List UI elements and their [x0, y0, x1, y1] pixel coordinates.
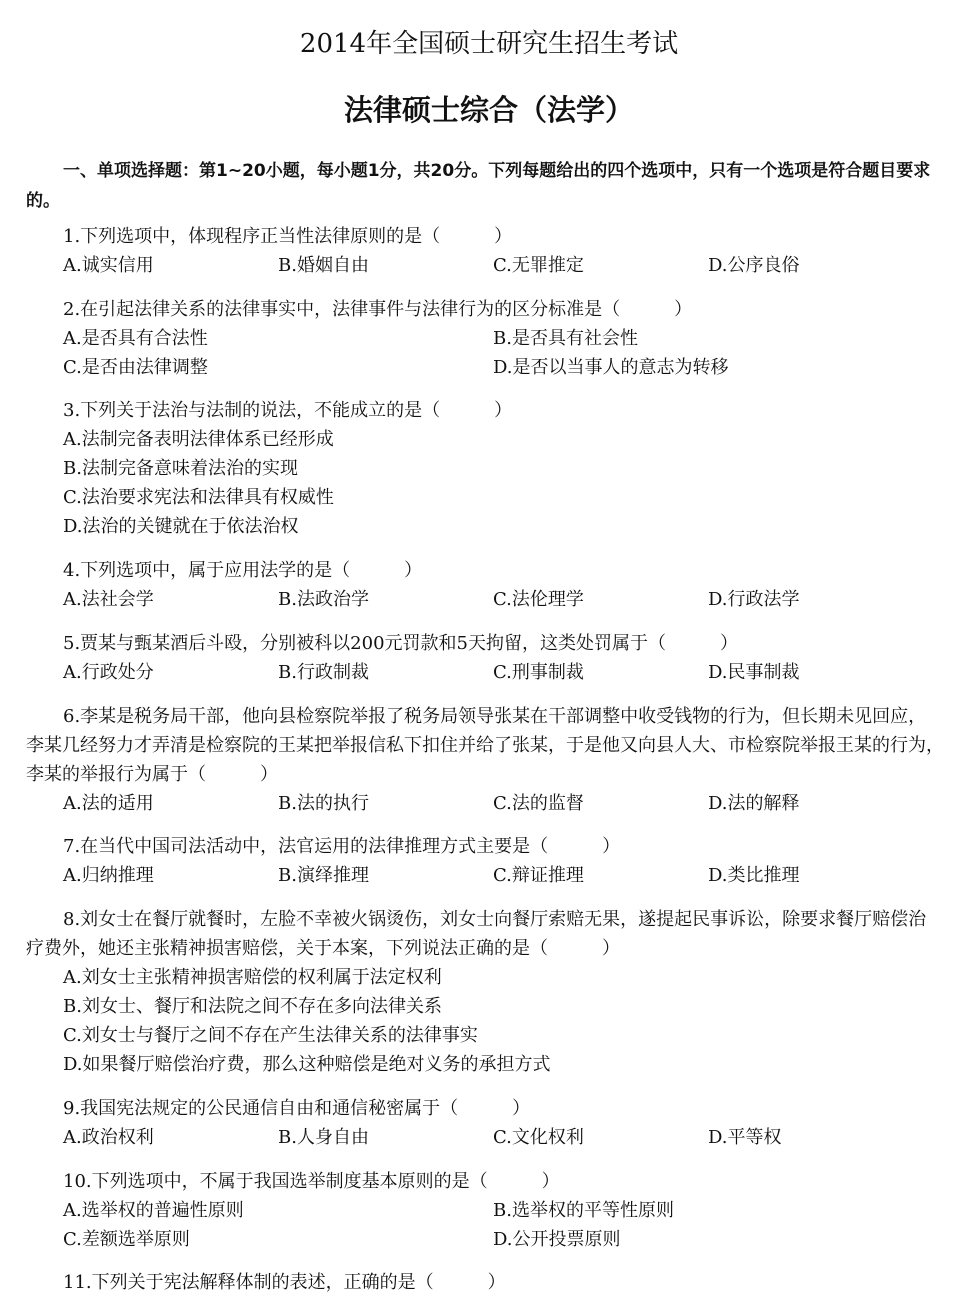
option-c: C.差额选举原则 — [63, 1229, 190, 1250]
option-c: C.法的监督 — [493, 793, 584, 814]
option-list — [26, 1123, 944, 1152]
question-stem: 1.下列选项中，体现程序正当性法律原则的是（ ） — [63, 226, 513, 247]
exam-title: 2014年全国硕士研究生招生考试 — [299, 29, 679, 59]
option-list — [26, 324, 944, 382]
option-d: D.类比推理 — [708, 865, 800, 886]
question-8 — [26, 905, 944, 1079]
option-c: C.文化权利 — [493, 1127, 584, 1148]
option-b: B.法制完备意味着法治的实现 — [63, 458, 298, 479]
option-c: C.刑事制裁 — [493, 662, 584, 683]
question-stem: 2.在引起法律关系的法律事实中，法律事件与法律行为的区分标准是（ ） — [63, 299, 693, 320]
option-a: A.法制完备表明法律体系已经形成 — [63, 429, 334, 450]
option-d: D.民事制裁 — [708, 662, 800, 683]
question-9 — [26, 1094, 944, 1152]
option-a: A.是否具有合法性 — [63, 328, 208, 349]
option-list — [26, 861, 944, 890]
option-d: D.如果餐厅赔偿治疗费，那么这种赔偿是绝对义务的承担方式 — [63, 1054, 551, 1075]
option-list — [26, 1196, 944, 1254]
option-a: A.刘女士主张精神损害赔偿的权利属于法定权利 — [63, 967, 442, 988]
question-stem: 8.刘女士在餐厅就餐时，左脸不幸被火锅烫伤，刘女士向餐厅索赔无果，遂提起民事诉讼，除要求餐厅赔偿治疗费外，她还主张精神损害赔偿，关于本案，下列说法正确的是（ ） — [26, 909, 927, 959]
question-stem: 3.下列关于法治与法制的说法，不能成立的是（ ） — [63, 400, 513, 421]
option-list — [26, 658, 944, 687]
option-a: A.法的适用 — [63, 793, 154, 814]
option-b: B.行政制裁 — [278, 662, 369, 683]
option-b: B.人身自由 — [278, 1127, 369, 1148]
question-2 — [26, 295, 944, 382]
option-b: B.演绎推理 — [278, 865, 369, 886]
option-list — [26, 251, 944, 280]
option-d: D.法的解释 — [708, 793, 800, 814]
option-d: D.是否以当事人的意志为转移 — [493, 357, 729, 378]
option-d: D.平等权 — [708, 1127, 782, 1148]
option-b: B.刘女士、餐厅和法院之间不存在多向法律关系 — [63, 996, 442, 1017]
option-d: D.公序良俗 — [708, 255, 800, 276]
option-d: D.公开投票原则 — [493, 1229, 621, 1250]
option-a: A.归纳推理 — [63, 865, 154, 886]
question-1 — [26, 222, 944, 280]
question-stem: 6.李某是税务局干部，他向县检察院举报了税务局领导张某在干部调整中收受钱物的行为，但长期未见回应，李某几经努力才弄清是检察院的王某把举报信私下扣住并给了张某，于是他又向县人大、市检察院举报王某的行为，李某的举报行为属于（ ） — [26, 706, 944, 785]
option-a: A.选举权的普遍性原则 — [63, 1200, 244, 1221]
option-c: C.无罪推定 — [493, 255, 584, 276]
question-stem: 9.我国宪法规定的公民通信自由和通信秘密属于（ ） — [63, 1098, 531, 1119]
option-a: A.诚实信用 — [63, 255, 154, 276]
option-b: B.选举权的平等性原则 — [493, 1200, 674, 1221]
question-stem: 10.下列选项中，不属于我国选举制度基本原则的是（ ） — [63, 1171, 560, 1192]
option-b: B.是否具有社会性 — [493, 328, 638, 349]
option-a: A.政治权利 — [63, 1127, 154, 1148]
option-c: C.法伦理学 — [493, 589, 584, 610]
section-instructions: 一、单项选择题：第1~20小题，每小题1分，共20分。下列每题给出的四个选项中，只有一个选项是符合题目要求的。 — [26, 161, 931, 211]
question-stem: 11.下列关于宪法解释体制的表述，正确的是（ ） — [63, 1272, 506, 1293]
option-b: B.法的执行 — [278, 793, 369, 814]
option-c: C.辩证推理 — [493, 865, 584, 886]
question-5 — [26, 629, 944, 687]
option-a: A.行政处分 — [63, 662, 154, 683]
option-a: A.法社会学 — [63, 589, 154, 610]
option-list — [26, 585, 944, 614]
option-list — [26, 789, 944, 818]
option-b: B.法政治学 — [278, 589, 369, 610]
question-11 — [26, 1268, 944, 1297]
question-10 — [26, 1167, 944, 1254]
question-stem: 5.贾某与甄某酒后斗殴，分别被科以200元罚款和5天拘留，这类处罚属于（ ） — [63, 633, 738, 654]
question-7 — [26, 832, 944, 890]
question-6 — [26, 702, 944, 818]
option-list — [26, 425, 944, 541]
option-d: D.法治的关键就在于依法治权 — [63, 516, 299, 537]
option-d: D.行政法学 — [708, 589, 800, 610]
option-c: C.法治要求宪法和法律具有权威性 — [63, 487, 334, 508]
question-3 — [26, 396, 944, 541]
question-stem: 4.下列选项中，属于应用法学的是（ ） — [63, 560, 423, 581]
option-list — [26, 963, 944, 1079]
subject-title: 法律硕士综合（法学） — [343, 93, 634, 127]
option-b: B.婚姻自由 — [278, 255, 369, 276]
option-c: C.刘女士与餐厅之间不存在产生法律关系的法律事实 — [63, 1025, 478, 1046]
option-c: C.是否由法律调整 — [63, 357, 208, 378]
question-4 — [26, 556, 944, 614]
question-stem: 7.在当代中国司法活动中，法官运用的法律推理方式主要是（ ） — [63, 836, 621, 857]
